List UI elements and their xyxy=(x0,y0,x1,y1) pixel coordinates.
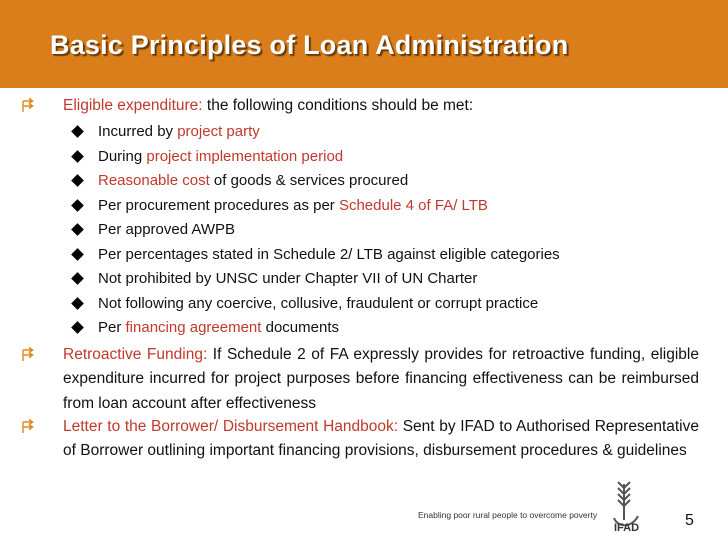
diamond-icon xyxy=(71,199,84,212)
sub-bullet xyxy=(0,169,728,194)
slide-title: Basic Principles of Loan Administration xyxy=(50,30,569,60)
sub-bullet-text: Per financing agreement documents xyxy=(98,319,339,336)
bullet-text xyxy=(63,343,699,416)
sub-bullet xyxy=(0,194,728,219)
sub-bullet-text: Reasonable cost of goods & services procured xyxy=(98,172,409,189)
footer-tagline: Enabling poor rural people to overcome poverty xyxy=(418,510,598,520)
orange-arrow-icon xyxy=(22,347,40,365)
title-bar xyxy=(0,0,728,88)
sub-bullet xyxy=(0,267,728,292)
sub-bullet-text: Not prohibited by UNSC under Chapter VII of UN Charter xyxy=(98,270,478,287)
bullet-body: the following conditions should be met: xyxy=(202,97,474,114)
sub-bullet-text: During project implementation period xyxy=(98,147,344,165)
bullet-label: Eligible expenditure: xyxy=(63,97,203,114)
bullet-text xyxy=(63,94,699,118)
diamond-icon xyxy=(71,125,84,138)
sub-bullet xyxy=(0,145,728,170)
bullet-body: If Schedule 2 of FA expressly provides for retroactive funding, eligible expenditure incurred for project purposes before financing effectiveness can be reimbursed from loan account after effectiveness xyxy=(63,346,699,412)
diamond-icon xyxy=(71,223,84,236)
diamond-icon xyxy=(71,150,84,163)
bullet-text xyxy=(63,415,699,464)
sub-bullet-text: Incurred by project party xyxy=(98,123,260,140)
page-number: 5 xyxy=(685,512,694,529)
bullet-label: Letter to the Borrower/ Disbursement Handbook: xyxy=(63,418,399,435)
sub-bullet-text: Per approved AWPB xyxy=(98,221,236,238)
diamond-icon xyxy=(71,248,84,261)
sub-bullet xyxy=(0,120,728,145)
sub-bullet xyxy=(0,292,728,317)
sub-bullet xyxy=(0,218,728,243)
sub-bullet-text: Per procurement procedures as per Schedule 4 of FA/ LTB xyxy=(98,196,488,214)
orange-arrow-icon xyxy=(22,98,40,116)
bullet-body: Sent by IFAD to Authorised Representative of Borrower outlining important financing provisions, disbursement procedures & guidelines xyxy=(63,418,699,460)
sub-bullet xyxy=(0,316,728,341)
diamond-icon xyxy=(71,272,84,285)
ifad-logo-text: IFAD xyxy=(614,522,640,534)
sub-bullet-text: Not following any coercive, collusive, fraudulent or corrupt practice xyxy=(98,294,539,312)
sub-bullet-text: Per percentages stated in Schedule 2/ LTB against eligible categories xyxy=(98,245,560,263)
diamond-icon xyxy=(71,174,84,187)
sub-bullet xyxy=(0,243,728,268)
diamond-icon xyxy=(71,321,84,334)
orange-arrow-icon xyxy=(22,419,40,437)
diamond-icon xyxy=(71,297,84,310)
bullet-label: Retroactive Funding: xyxy=(63,346,208,363)
